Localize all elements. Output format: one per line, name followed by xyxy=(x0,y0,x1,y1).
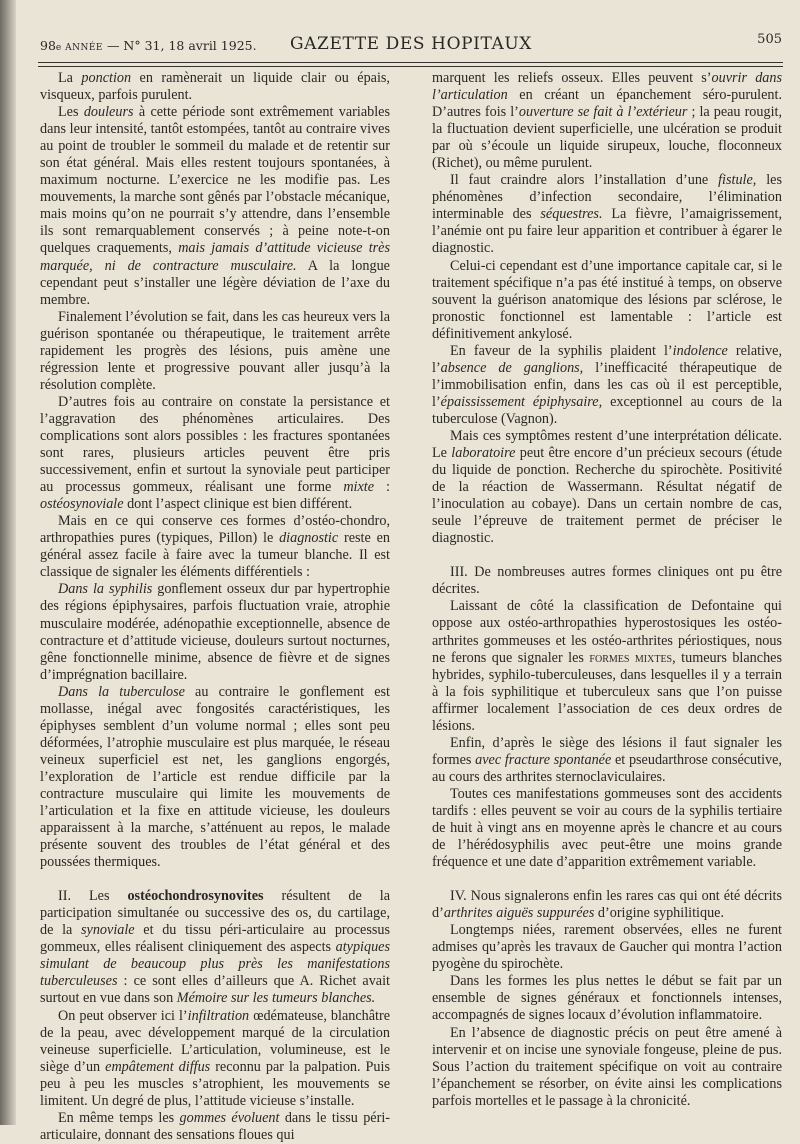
text-run: Il faut craindre alors l’installation d’une xyxy=(450,172,719,189)
page-number: 505 xyxy=(757,32,782,47)
text-run: La fièvre, l’amaigrissement, l’anémie ont pu faire leur apparition et contribuer à égarer le diagnostic. xyxy=(432,206,782,257)
text-run: Enfin, d’après le siège des lésions il faut signaler les formes xyxy=(432,734,782,768)
text-run: douleurs xyxy=(83,104,134,121)
text-run: La xyxy=(58,70,82,86)
text-run: empâtement diffus xyxy=(105,1058,211,1075)
text-run: à cette période sont extrêmement variables dans leur intensité, tantôt estompées, tantôt au contraire vives au point de troubler le sommeil du malade et de retentir sur son état général. Mais elles restent toujours spontanées, à maximum nocturne. L’exercice ne les modifie pas. Les mouvements, la marche sont gênés par l’obstacle mécanique, mais moins qu’on ne pourrait s’y attendre, dans l’ensemble ils sont remarquablement conservés ; à peine note-t-on quelques craquements, xyxy=(40,104,390,257)
text-run: mais jamais d’attitude vicieuse très marquée, ni de contracture musculaire. xyxy=(40,240,390,274)
text-run: laboratoire xyxy=(451,445,516,462)
text-run: ouvrir dans l’articulation xyxy=(432,70,782,104)
edition-label: e ANNÉE xyxy=(55,43,103,53)
text-run: Mémoire sur les tumeurs blanches. xyxy=(176,990,376,1007)
text-run: diagnostic xyxy=(279,530,339,547)
paragraph xyxy=(40,70,390,104)
paragraph xyxy=(432,428,782,547)
text-run: œdémateuse, blanchâtre de la peau, avec développement marqué de la circulation veineuse superficielle. L’articulation, volumineuse, est le siège d’un xyxy=(40,1007,390,1075)
paragraph xyxy=(40,104,390,309)
text-run: Toutes ces manifestations gommeuses sont des accidents tardifs : elles peuvent se voir au cours de la syphilis tertiaire de huit à vingt ans en moyenne après le chancre et au cours de l’hérédosyphilis avec peut-être une moins grande fréquence et une date d’apparition extrêmement variable. xyxy=(432,785,782,871)
page-header xyxy=(40,30,782,60)
text-run: On peut observer ici l’ xyxy=(58,1007,188,1024)
issue-date: — N° 31, 18 avril 1925. xyxy=(102,38,257,53)
text-run: ouverture se fait à l’extérieur xyxy=(518,104,688,121)
text-run: avec fracture spontanée xyxy=(475,751,612,768)
text-run: mixte xyxy=(343,479,375,496)
text-run: résultent de la participation simultanée ou successive des os, du cartilage, de la xyxy=(40,888,390,939)
text-run: d’origine syphilitique. xyxy=(594,905,725,922)
right-column xyxy=(432,70,782,1110)
text-run: gommes évoluent xyxy=(179,1109,280,1126)
text-run: Dans les formes les plus nettes le début se fait par un ensemble de signes généraux et fonctionnels intenses, accompagnés de signes locaux d’évolution inflammatoire. xyxy=(432,973,782,1024)
paragraph xyxy=(432,172,782,257)
paragraph xyxy=(40,581,390,683)
text-run: en ramènerait un liquide clair ou épais, visqueux, parfois purulent. xyxy=(40,70,390,104)
text-run: l’inefficacité thérapeutique de l’immobilisation enfin, dans les cas où il est perceptible, l’ xyxy=(432,359,782,410)
text-run: fistule, xyxy=(718,172,757,189)
text-run: en créant un épanchement séro-purulent. D’autres fois l’ xyxy=(432,87,782,121)
paragraph xyxy=(432,343,782,428)
paragraph xyxy=(432,922,782,973)
text-run: II. Les xyxy=(58,888,128,905)
text-run: Dans la tuberculose xyxy=(58,683,185,700)
text-run: atypiques simulant de beaucoup plus près les manifestations tuberculeuses xyxy=(40,939,390,990)
text-run: ; la peau rougit, la fluctuation devient superficielle, une ulcération se produit par où s’écoule un liquide sirupeux, louche, floconneux (Richet), ou même purulent. xyxy=(432,104,783,172)
text-run: Les xyxy=(58,104,84,121)
paragraph xyxy=(40,513,390,581)
text-run: peut être encore d’un précieux secours (étude du liquide de ponction. Recherche du spirochète. Positivité de la réaction de Wassermann. Résultat négatif de l’inoculation au cobaye). Dans un certain nombre de cas, seule l’épreuve de traitement permet de préciser le diagnostic. xyxy=(432,445,782,547)
text-run: ponction xyxy=(81,70,132,86)
paragraph xyxy=(432,973,782,1024)
text-run: ostéochondrosynovites xyxy=(127,888,264,905)
page-binding-edge xyxy=(0,0,16,1125)
text-run: Laissant de côté la classification de Defontaine qui oppose aux ostéo-arthropathies hyperostosiques les ostéo-arthrites gommeuses et les ostéo-arthrites périostiques, nous ne ferons que signaler les xyxy=(432,598,782,666)
section-iv-paragraph xyxy=(432,888,782,922)
text-run: absence de ganglions, xyxy=(440,359,584,376)
paragraph xyxy=(40,1110,390,1144)
text-run: au contraire le gonflement est mollasse, inégal avec fongosités caractéristiques, les épiphyses semblent d’un volume normal ; elles sont peu déformées, l’atrophie musculaire est plus marquée, le réseau veineux superficiel est net, les ganglions engorgés, l’exploration de l’article est rendue difficile par la contracture musculaire qui limite les mouvements de l’articulation et la fixe en attitude vicieuse, les douleurs apparaissent à la marche, s’atténuent au repos, le malade présente souvent des troubles de l’état général et des poussées thermiques. xyxy=(40,683,390,871)
text-run: En même temps les xyxy=(58,1109,180,1126)
paragraph xyxy=(40,684,390,872)
text-run: ostéosynoviale xyxy=(40,496,124,513)
text-run: Finalement l’évolution se fait, dans les cas heureux vers la guérison spontanée ou thérapeutique, le traitement arrête rapidement les progrès des lésions, puis amène une régression lente et progressive pouvant aller jusqu’à la résolution complète. xyxy=(40,308,390,393)
text-run: les phénomènes d’infection secondaire, l’élimination interminable des xyxy=(432,172,782,223)
text-run: IV. Nous signalerons enfin les rares cas qui ont été décrits d’ xyxy=(432,888,782,922)
text-run: séquestres. xyxy=(540,206,603,223)
text-run: et pseudarthrose consécutive, au cours des arthrites sternoclaviculaires. xyxy=(432,751,782,785)
text-run: et du tissu péri-articulaire au processus gommeux, elles réalisent cliniquement des aspects xyxy=(40,922,390,956)
text-run: : xyxy=(374,479,390,496)
text-run: synoviale xyxy=(81,922,135,939)
section-ii-paragraph xyxy=(40,888,390,1007)
text-run: épaississement épiphysaire, xyxy=(440,393,603,410)
text-run: Mais en ce qui conserve ces formes d’ostéo-chondro, arthropathies pures (typiques, Pillon) le xyxy=(40,513,390,547)
paragraph xyxy=(40,1008,390,1110)
text-run: Longtemps niées, rarement observées, elles ne furent admises qu’après les travaux de Gaucher qui montra l’action pyogène du spirochète. xyxy=(432,922,782,973)
paragraph xyxy=(432,1025,782,1110)
header-rule-thin xyxy=(38,66,783,67)
text-run: arthrites aiguës suppurées xyxy=(443,905,595,922)
text-run: marquent les reliefs osseux. Elles peuvent s’ xyxy=(432,70,712,86)
header-rule-thick xyxy=(38,62,783,63)
paragraph xyxy=(432,70,782,172)
paragraph xyxy=(40,309,390,394)
text-run: En faveur de la syphilis plaident l’ xyxy=(450,342,673,359)
text-run: D’autres fois au contraire on constate la persistance et l’aggravation des phénomènes articulaires. Des complications sont alors possibles : les fractures spontanées sont rares, plusieurs articles peuvent être pris successivement, enfin et surtout la synoviale peut participer au processus gommeux, réalisant une forme xyxy=(40,393,390,496)
text-run: infiltration xyxy=(187,1007,250,1024)
text-run: reconnu par la palpation. Puis peu à peu les muscles s’atrophient, les mouvements se limitent. Un degré de plus, l’attitude vicieuse s’installe. xyxy=(40,1058,390,1109)
text-run: : ce sont elles d’ailleurs que A. Richet avait surtout en vue dans son xyxy=(40,973,390,1007)
text-run: relative, l’ xyxy=(432,342,782,376)
text-run: formes mixtes, xyxy=(589,649,676,666)
text-run: A la longue cependant peut s’installer une légère déviation de l’axe du membre. xyxy=(40,257,390,308)
paragraph xyxy=(432,258,782,343)
text-run: En l’absence de diagnostic précis on peut être amené à intervenir et on incise une synoviale fongeuse, pleine de pus. Sous l’action du traitement spécifique on voit au contraire l’épanchement se résorber, on évite ainsi les complications parfois mortelles et le passage à la chronicité. xyxy=(432,1024,782,1109)
text-run: tumeurs blanches hybrides, syphilo-tuberculeuses, dans lesquelles il y a terrain à la fois syphilitique et tuberculeux sans que l’on puisse affirmer localement l’association de ces deux ordres de lésions. xyxy=(432,649,782,734)
paragraph xyxy=(432,735,782,786)
text-run: gonflement osseux dur par hypertrophie des régions épiphysaires, parfois fluctuation vraie, atrophie musculaire modérée, adénopathie exceptionnelle, absence de contracture et d’attitude vicieuse, douleurs surtout nocturnes, gêne fonctionnelle minime, absence de fièvre et de signes d’imprégnation bacillaire. xyxy=(40,581,390,683)
paragraph xyxy=(432,786,782,871)
section-iii-paragraph xyxy=(432,564,782,598)
edition-number: 98 xyxy=(40,38,56,53)
text-run: indolence xyxy=(672,342,728,359)
paragraph xyxy=(432,598,782,734)
text-run: dans le tissu péri-articulaire, donnant des sensations floues qui xyxy=(40,1109,390,1143)
text-run: Celui-ci cependant est d’une importance capitale car, si le traitement spécifique n’a pas été institué à temps, on observe souvent la guérison anatomique des lésions par sclérose, le pronostic fonctionnel est lamentable : l’article est définitivement ankylosé. xyxy=(432,257,782,342)
journal-title: GAZETTE DES HOPITAUX xyxy=(289,34,532,54)
text-run: reste en général assez facile à faire avec la tumeur blanche. Il est classique de signaler les éléments différentiels : xyxy=(40,530,390,581)
text-run: dont l’aspect clinique est bien différent. xyxy=(123,496,353,513)
text-run: III. De nombreuses autres formes cliniques ont pu être décrites. xyxy=(432,564,782,598)
text-run: Dans la syphilis xyxy=(58,581,153,598)
text-run: Mais ces symptômes restent d’une interprétation délicate. Le xyxy=(432,427,782,462)
text-run: exceptionnel au cours de la tuberculose (Vagnon). xyxy=(432,393,782,427)
paragraph xyxy=(40,394,390,513)
left-column xyxy=(40,70,390,1144)
